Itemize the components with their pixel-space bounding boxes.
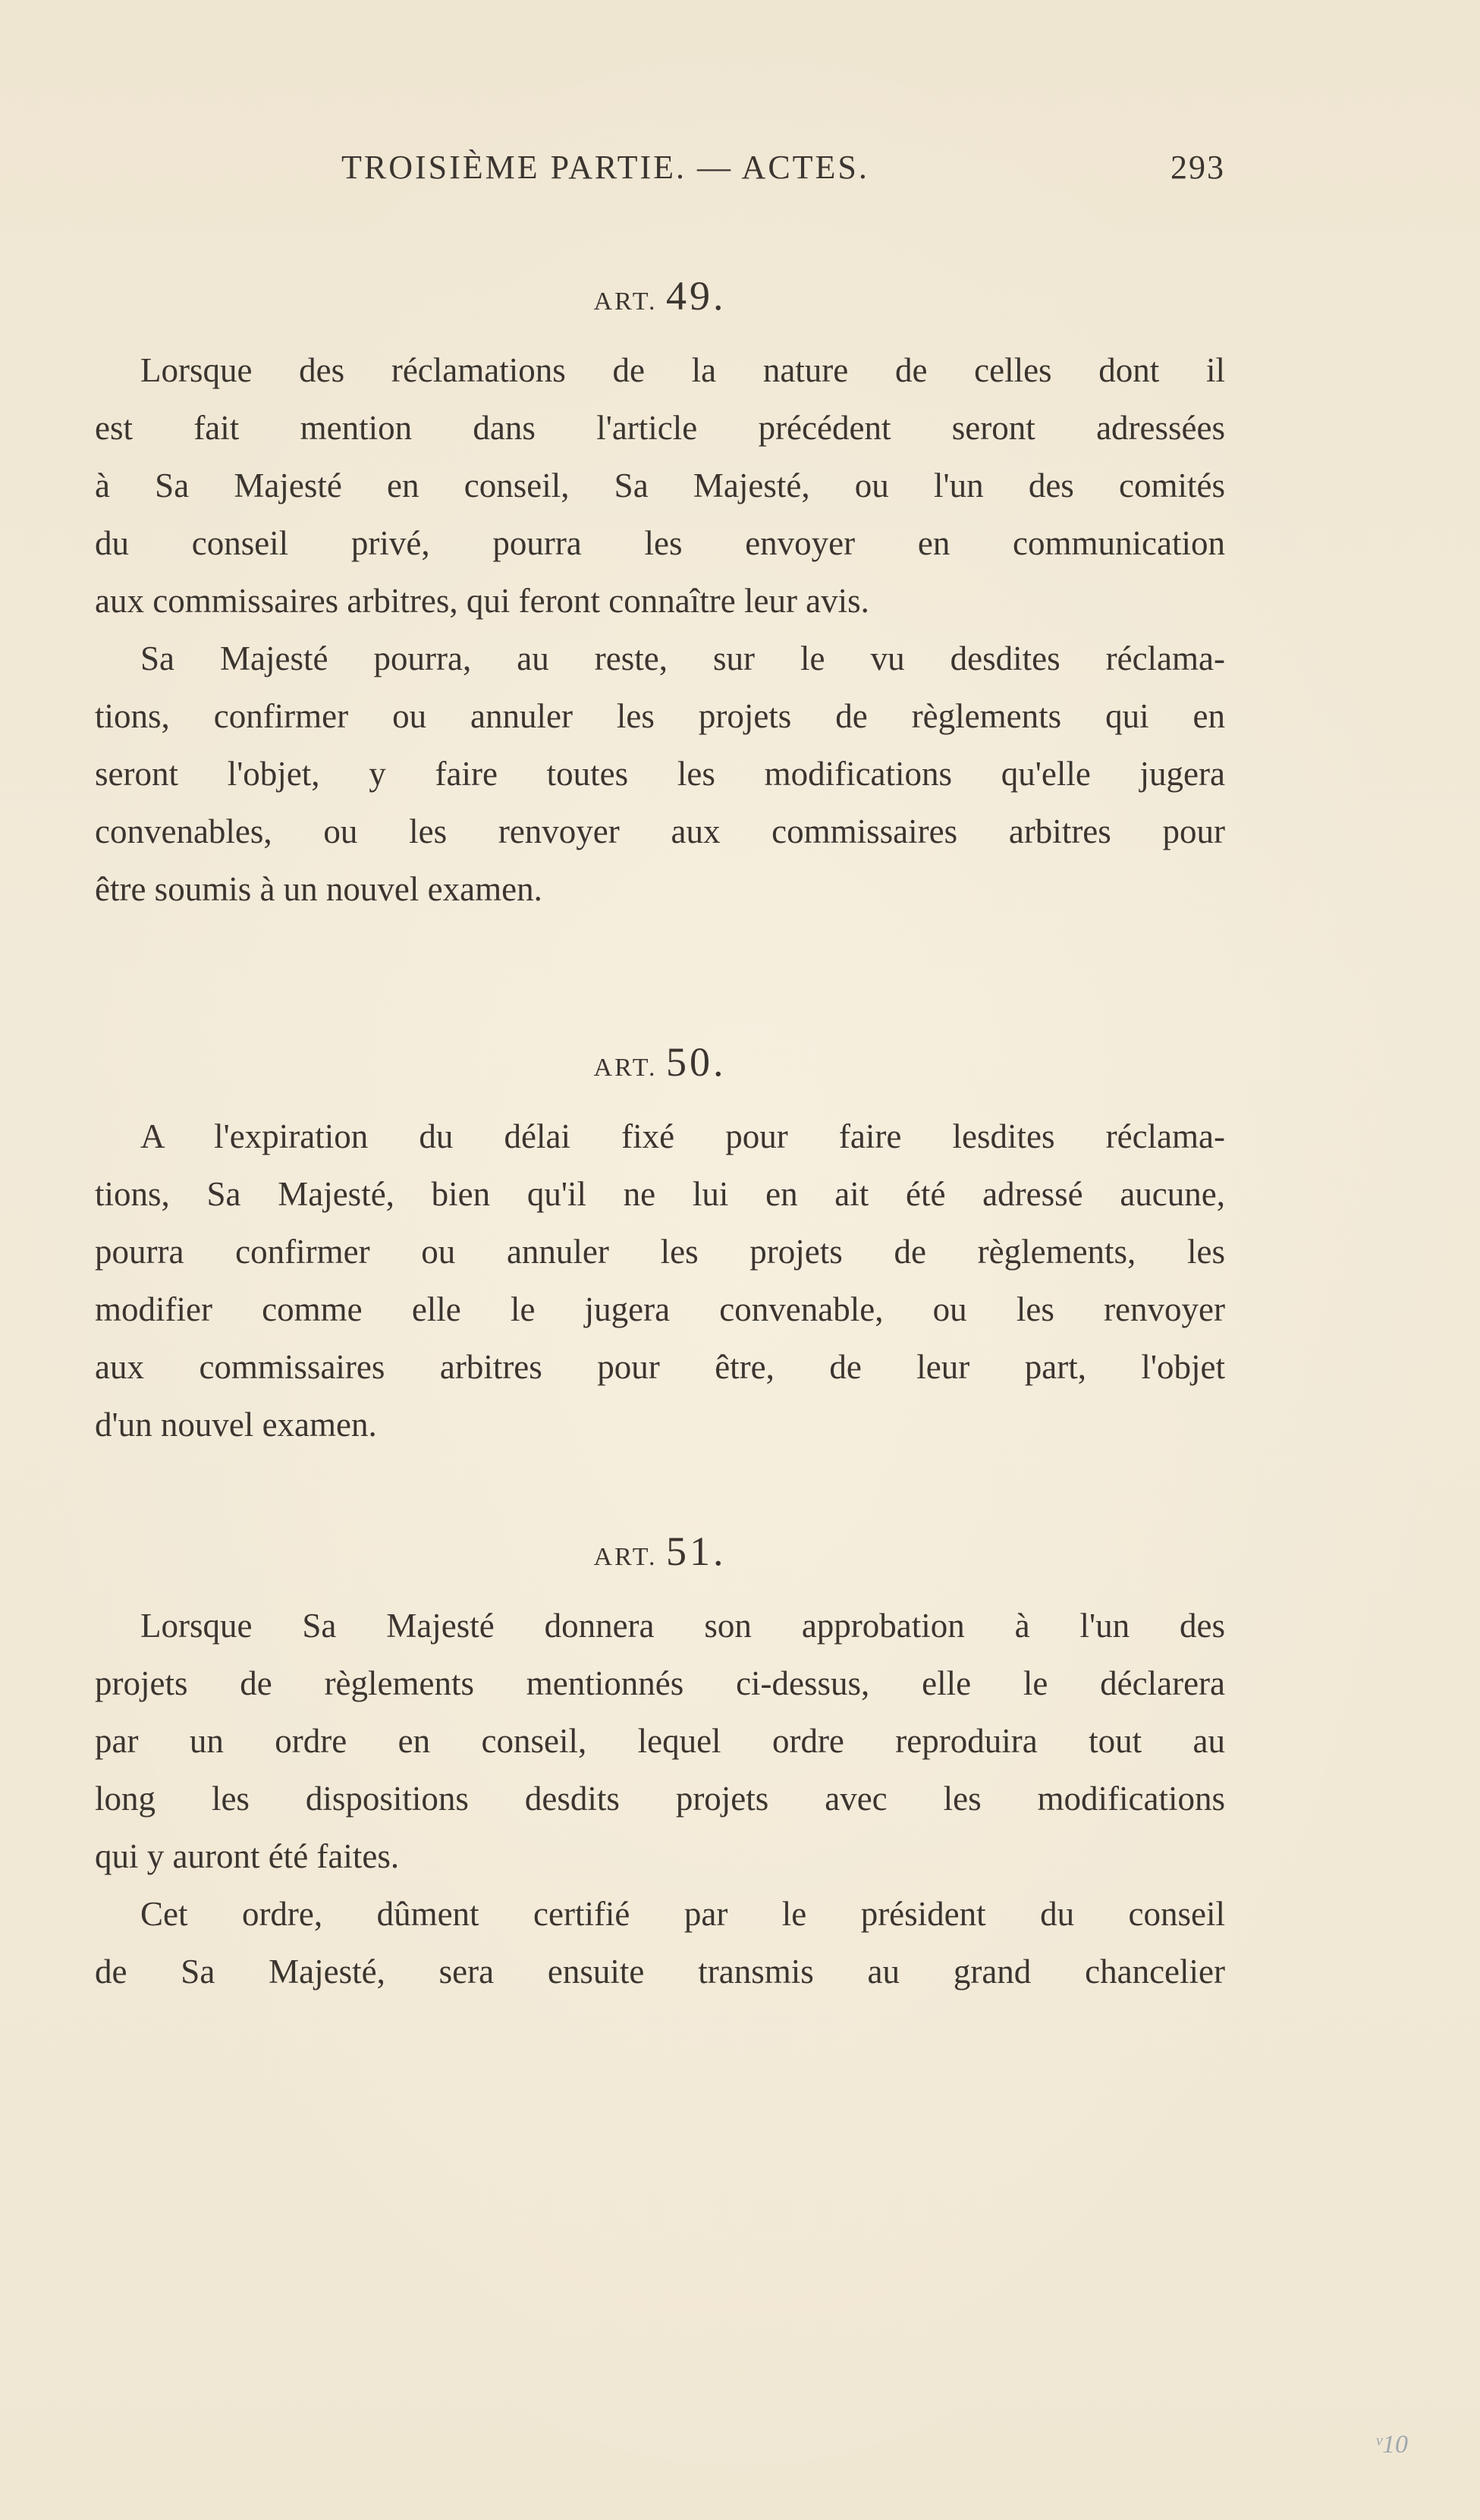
article-heading	[95, 1521, 1225, 1582]
text-line: d'un nouvel examen.	[95, 1406, 377, 1444]
text-line: A l'expiration du délai fixé pour faire lesdites réclama-	[140, 1117, 1225, 1155]
text-line: Lorsque Sa Majesté donnera son approbation à l'un des	[140, 1607, 1225, 1645]
text-line: à Sa Majesté en conseil, Sa Majesté, ou l'un des comités	[95, 467, 1225, 504]
text-line: long les dispositions desdits projets avec les modifications	[95, 1780, 1225, 1818]
text-line: projets de règlements mentionnés ci-dessus, elle le déclarera	[95, 1664, 1225, 1702]
text-line: seront l'objet, y faire toutes les modifications qu'elle jugera	[95, 755, 1225, 793]
text-line: est fait mention dans l'article précédent seront adressées	[95, 409, 1225, 447]
text-line: du conseil privé, pourra les envoyer en communication	[95, 524, 1225, 562]
text-line: qui y auront été faites.	[95, 1837, 400, 1875]
running-title: TROISIÈME PARTIE. — ACTES.	[341, 149, 869, 186]
text-line: Cet ordre, dûment certifié par le président du conseil	[140, 1895, 1225, 1933]
text-line: de Sa Majesté, sera ensuite transmis au grand chancelier	[95, 1953, 1225, 1991]
article-label: ART.	[593, 1543, 658, 1571]
text-line: tions, Sa Majesté, bien qu'il ne lui en ait été adressé aucune,	[95, 1175, 1225, 1213]
article-heading	[95, 1032, 1225, 1092]
text-line: par un ordre en conseil, lequel ordre reproduira tout au	[95, 1722, 1225, 1760]
text-line: convenables, ou les renvoyer aux commissaires arbitres pour	[95, 812, 1225, 850]
paragraph	[95, 630, 1225, 918]
text-line: Lorsque des réclamations de la nature de celles dont il	[140, 351, 1225, 389]
text-line: aux commissaires arbitres pour être, de leur part, l'objet	[95, 1348, 1225, 1386]
article-label: ART.	[593, 288, 658, 316]
running-head	[95, 148, 1225, 201]
article-49	[95, 266, 1225, 918]
paragraph	[95, 1597, 1225, 1885]
article-number: 49.	[665, 273, 727, 319]
article-50	[95, 1032, 1225, 1453]
article-number: 51.	[665, 1529, 727, 1574]
text-line: pourra confirmer ou annuler les projets de règlements, les	[95, 1233, 1225, 1271]
text-line: tions, confirmer ou annuler les projets de règlements qui en	[95, 697, 1225, 735]
text-line: Sa Majesté pourra, au reste, sur le vu desdites réclama-	[140, 639, 1225, 677]
paragraph	[95, 1885, 1225, 2000]
page-number: 293	[1170, 149, 1225, 186]
article-heading	[95, 266, 1225, 326]
text-line: être soumis à un nouvel examen.	[95, 870, 542, 908]
footer-mark: ᵛ10	[1375, 2430, 1408, 2459]
text-line: aux commissaires arbitres, qui feront connaître leur avis.	[95, 582, 869, 620]
paragraph	[95, 1108, 1225, 1453]
text-line: modifier comme elle le jugera convenable, ou les renvoyer	[95, 1290, 1225, 1328]
article-number: 50.	[665, 1039, 727, 1085]
paragraph	[95, 341, 1225, 630]
article-51	[95, 1521, 1225, 2000]
article-label: ART.	[593, 1054, 658, 1082]
